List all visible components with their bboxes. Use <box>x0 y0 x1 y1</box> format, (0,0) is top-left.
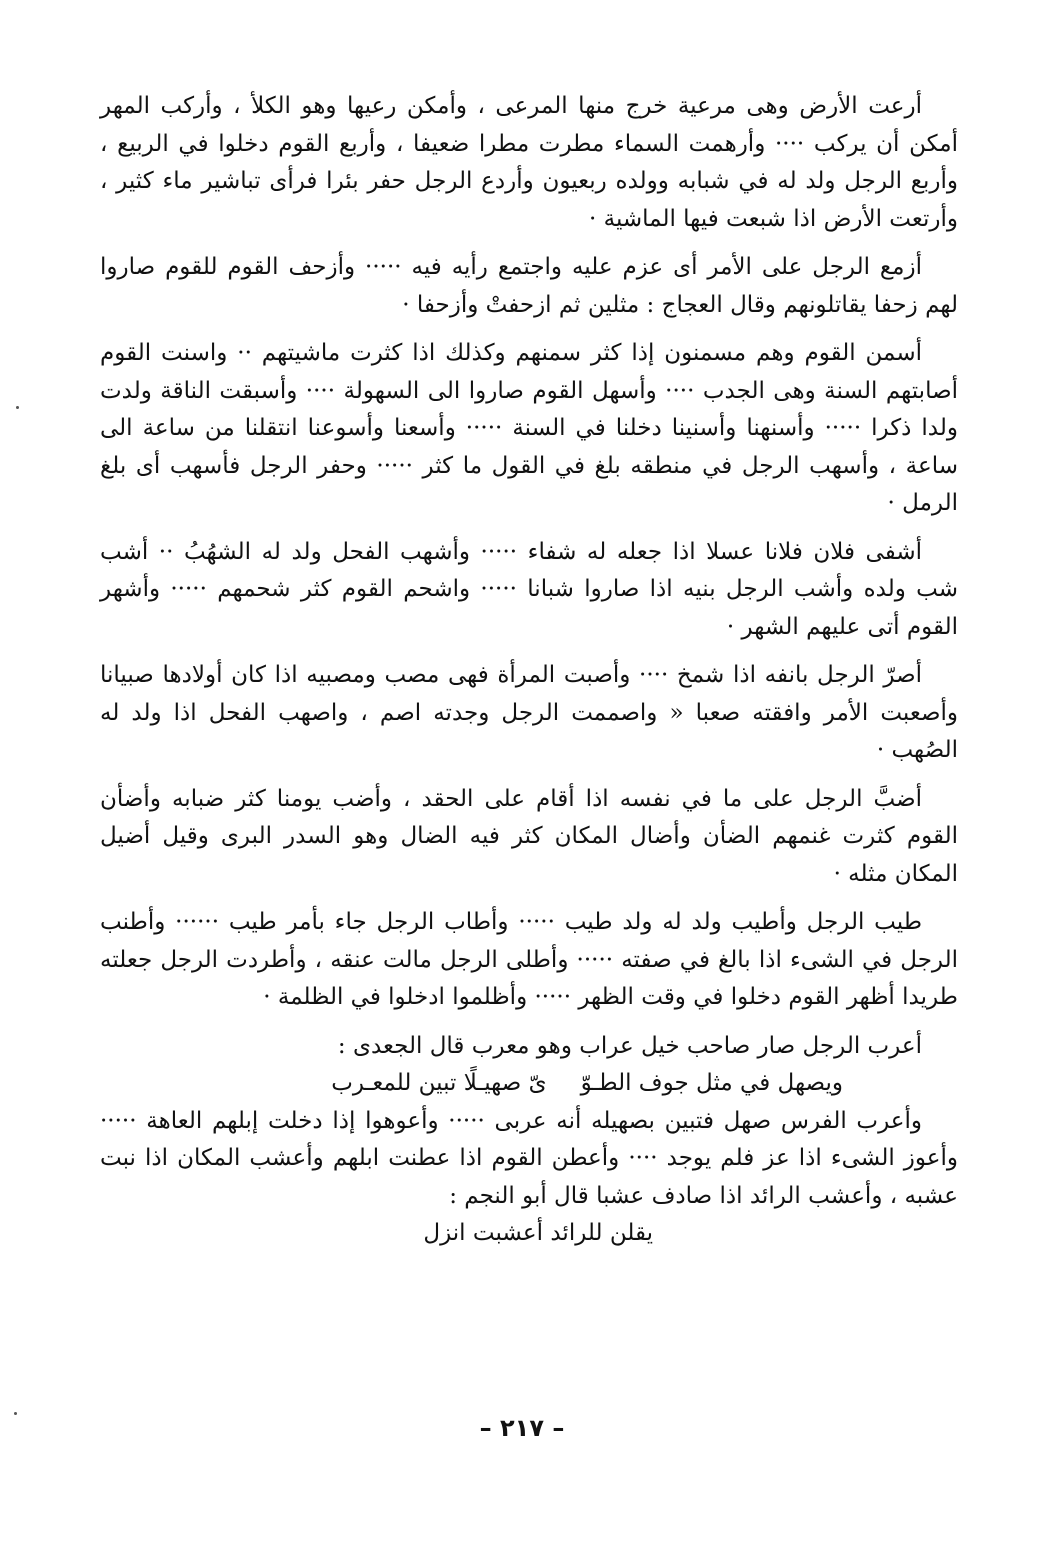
poetry-verse <box>100 1065 958 1103</box>
paragraph-tayyaba: طيب الرجل وأطيب ولد له ولد طيب ····· وأطاب الرجل جاء بأمر طيب ······ وأطنب الرجل في الشىء اذا بالغ في صفته ····· وأطلى الرجل مالت عنقه ، وأطردت الرجل جعلته طريدا أظهر القوم دخلوا في وقت الظهر ····· وأظلموا ادخلوا في الظلمة · <box>100 909 958 1010</box>
paragraph-ashfa: أشفى فلان فلانا عسلا اذا جعله له شفاء ····· وأشهب الفحل ولد له الشهُبُ ·· أشب شب ولده وأشب الرجل بنيه اذا صاروا شبانا ····· واشحم القوم كثر شحمهم ····· وأشهر القوم أتى عليهم الشهر · <box>100 538 958 640</box>
paragraph-asman: أسمن القوم وهم مسمنون إذا كثر سمنهم وكذلك اذا كثرت ماشيتهم ·· واسنت القوم أصابتهم السنة وهى الجدب ···· وأسهل القوم صاروا الى السهولة ···· وأسبقت الناقة ولدت ولدا ذكرا ····· وأسنهنا وأسنينا دخلنا في السنة ····· وأسعنا وأسوعنا انتقلنا من ساعة الى ساعة ، وأسهب الرجل في منطقه بلغ في القول ما كثر ····· وحفر الرجل فأسهب أى بلغ الرمل · <box>100 340 958 516</box>
paragraph-asarra: أصرّ الرجل بانفه اذا شمخ ···· وأصبت المرأة فهى مصب ومصبيه اذا كان أولادها صبيانا وأصعبت الأمر وافقته صعبا « واصممت الرجل وجدته اصم ، واصهب الفحل اذا ولد له الصُهب · <box>100 662 958 763</box>
paragraph-azma: أزمع الرجل على الأمر أى عزم عليه واجتمع رأيه فيه ····· وأزحف القوم للقوم صاروا لهم زحفا يقاتلونهم وقال العجاج : مثلين ثم ازحفتْ وأزحفا · <box>100 254 958 318</box>
verse-first-hemistich: ويصهل في مثل جوف الطـوّ <box>580 1070 843 1096</box>
paragraph-adabba: أضبَّ الرجل على ما في نفسه اذا أقام على الحقد ، وأضب يومنا كثر ضبابه وأضأن القوم كثرت غنمهم الضأن وأضال المكان كثر فيه الضال وهو السدر البرى وقيل أضيل المكان مثله · <box>100 785 958 887</box>
verse-second-hemistich: ىّ صهيـلًا تبين للمعـرب <box>331 1070 547 1096</box>
page-body <box>100 88 958 1253</box>
poetry-verse-final: يقلن للرائد أعشبت انزل <box>423 1220 653 1246</box>
paragraph-arat: أرعت الأرض وهى مرعية خرج منها المرعى ، وأمكن رعيها وهو الكلأ ، وأركب المهر أمكن أن يركب ···· وأرهمت السماء مطرت مطرا ضعيفا ، وأربع القوم دخلوا في الربيع ، وأربع الرجل ولد له في شبابه وولده ربعيون وأردع الرجل حفر بئرا فرأى تباشير ماء كثير ، وأرتعت الأرض اذا شبعت فيها الماشية · <box>100 93 958 232</box>
scan-speck <box>14 1412 17 1415</box>
scan-speck <box>16 406 19 409</box>
page-number: – ٢١٧ – <box>479 1414 565 1442</box>
verse-intro: أعرب الرجل صار صاحب خيل عراب وهو معرب قال الجعدى : <box>337 1032 922 1059</box>
paragraph-aaraba: وأعرب الفرس صهل فتبين بصهيله أنه عربى ····· وأعوهوا إذا دخلت إبلهم العاهة ····· وأعوز الشىء اذا عز فلم يوجد ···· وأعطن القوم اذا عطنت ابلهم وأعشب المكان اذا نبت عشبه ، وأعشب الرائد اذا صادف عشبا قال أبو النجم : <box>100 1107 958 1209</box>
